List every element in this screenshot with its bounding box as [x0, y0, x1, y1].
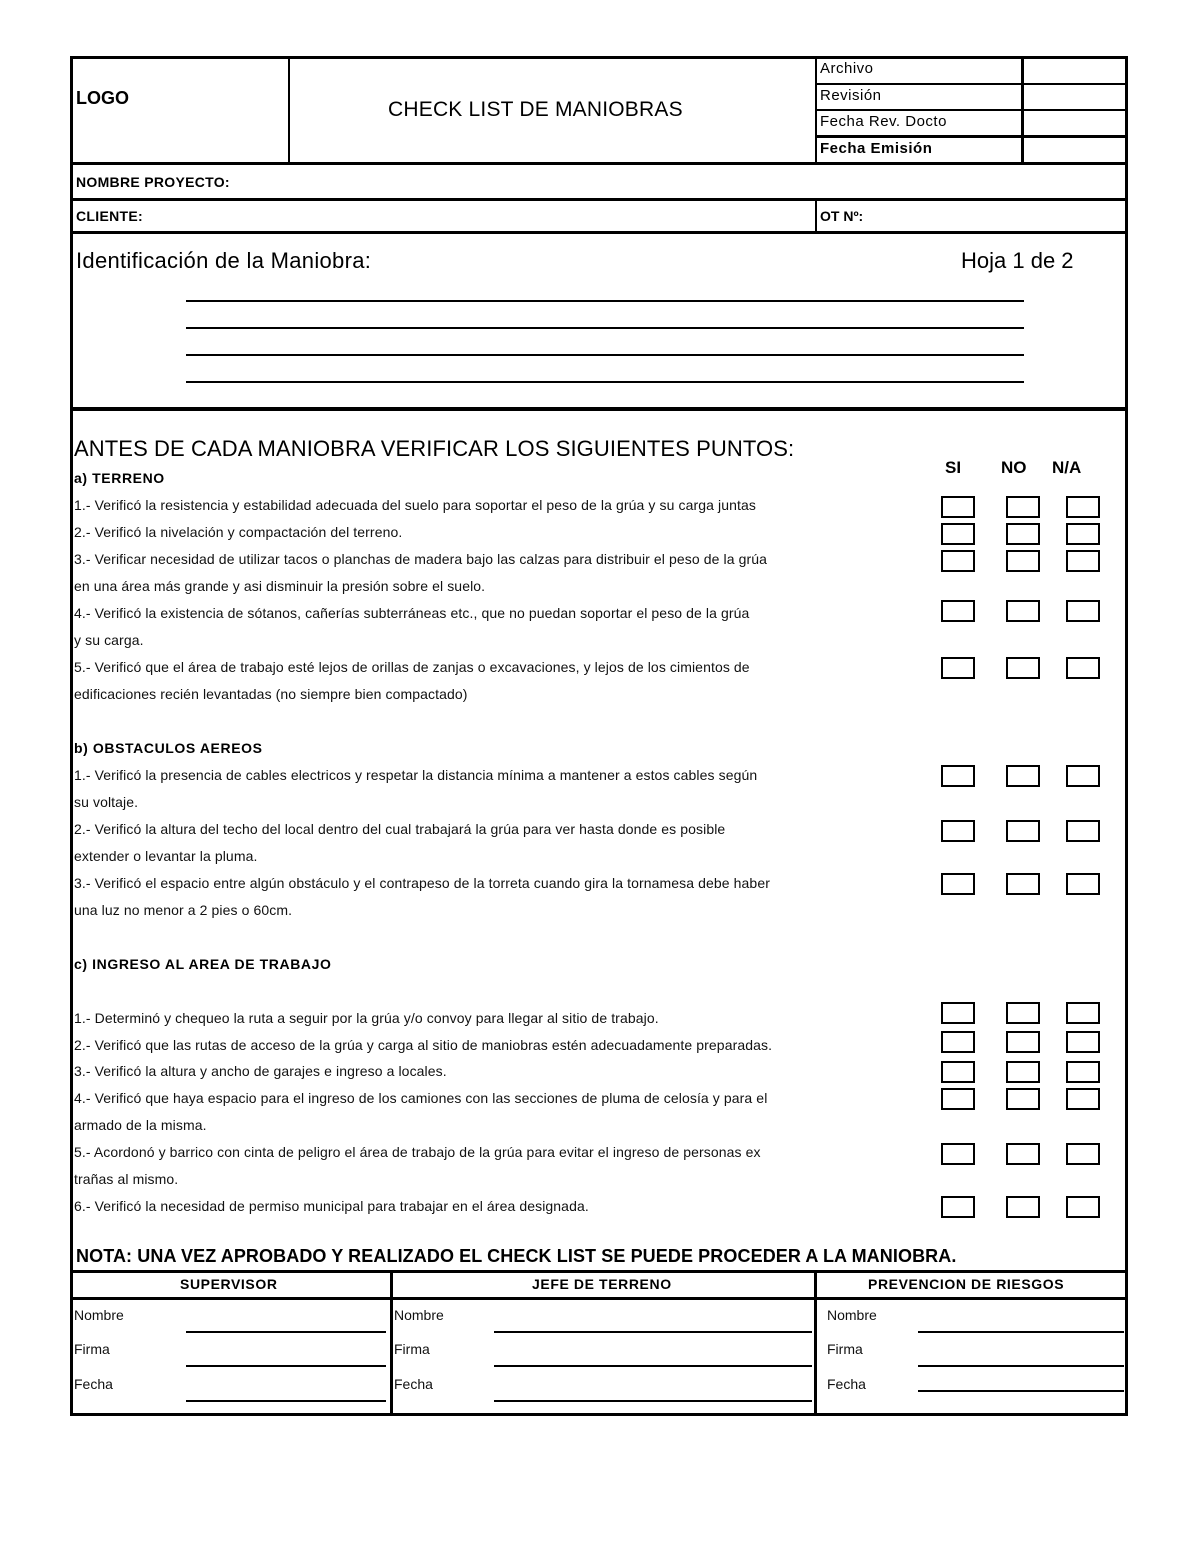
- checkbox-na[interactable]: [1066, 873, 1100, 895]
- supervisor-signature-line[interactable]: [186, 1365, 386, 1367]
- approval-note: NOTA: UNA VEZ APROBADO Y REALIZADO EL CHECK LIST SE PUEDE PROCEDER A LA MANIOBRA.: [76, 1246, 957, 1266]
- jefe-name-label: Nombre: [394, 1307, 444, 1323]
- checklist-line: trañas al mismo.: [74, 1171, 179, 1187]
- checkbox-na[interactable]: [1066, 657, 1100, 679]
- checklist-line: extender o levantar la pluma.: [74, 848, 258, 864]
- signature-table-top: [70, 1270, 1128, 1273]
- signature-divider: [390, 1270, 393, 1416]
- identification-label: Identificación de la Maniobra:: [76, 248, 372, 273]
- checklist-line: una luz no menor a 2 pies o 60cm.: [74, 902, 293, 918]
- signature-header-prevencion: PREVENCION DE RIESGOS: [868, 1276, 1065, 1292]
- sheet-number: Hoja 1 de 2: [961, 248, 1074, 273]
- checklist-line: 2.- Verificó que las rutas de acceso de la grúa y carga al sitio de maniobras estén adecuadamente preparadas.: [74, 1037, 773, 1053]
- prevencion-name-label: Nombre: [827, 1307, 877, 1323]
- signature-header-bottom: [70, 1297, 1128, 1300]
- logo-placeholder: LOGO: [76, 88, 129, 108]
- checklist-line: 4.- Verificó que haya espacio para el ingreso de los camiones con las secciones de pluma de celosía y para el: [74, 1090, 768, 1106]
- checkbox-si[interactable]: [941, 523, 975, 545]
- jefe-date-line[interactable]: [494, 1400, 812, 1402]
- checkbox-si[interactable]: [941, 820, 975, 842]
- checkbox-na[interactable]: [1066, 523, 1100, 545]
- identification-bottom-line: [70, 407, 1128, 411]
- checklist-line: su voltaje.: [74, 794, 139, 810]
- checkbox-no[interactable]: [1006, 765, 1040, 787]
- identification-line[interactable]: [186, 354, 1024, 356]
- checklist-line: 5.- Verificó que el área de trabajo esté lejos de orillas de zanjas o excavaciones, y lejos de los cimientos de: [74, 659, 750, 675]
- checklist-line: 6.- Verificó la necesidad de permiso municipal para trabajar en el área designada.: [74, 1198, 589, 1214]
- checkbox-na[interactable]: [1066, 1196, 1100, 1218]
- checklist-line: en una área más grande y asi disminuir la presión sobre el suelo.: [74, 578, 486, 594]
- checkbox-no[interactable]: [1006, 873, 1040, 895]
- supervisor-date-line[interactable]: [186, 1400, 386, 1402]
- checkbox-si[interactable]: [941, 1002, 975, 1024]
- ot-number-label: OT Nº:: [820, 208, 864, 224]
- header-divider-logo: [288, 56, 290, 164]
- checkbox-no[interactable]: [1006, 523, 1040, 545]
- meta-row-line: [815, 83, 1128, 85]
- checkbox-si[interactable]: [941, 496, 975, 518]
- prevencion-name-line[interactable]: [918, 1331, 1124, 1333]
- checkbox-no[interactable]: [1006, 1002, 1040, 1024]
- client-row-line: [70, 231, 1128, 234]
- signature-header-supervisor: SUPERVISOR: [180, 1276, 278, 1292]
- checkbox-no[interactable]: [1006, 820, 1040, 842]
- supervisor-date-label: Fecha: [74, 1376, 113, 1392]
- meta-label-fecha-emision: Fecha Emisión: [820, 140, 933, 157]
- meta-row-line: [815, 135, 1128, 138]
- checklist-line: 5.- Acordonó y barrico con cinta de peligro el área de trabajo de la grúa para evitar el ingreso de personas ex: [74, 1144, 761, 1160]
- supervisor-name-label: Nombre: [74, 1307, 124, 1323]
- checklist-line: 1.- Determinó y chequeo la ruta a seguir por la grúa y/o convoy para llegar al sitio de trabajo.: [74, 1010, 659, 1026]
- prevencion-date-line[interactable]: [918, 1390, 1124, 1392]
- prevencion-signature-line[interactable]: [918, 1365, 1124, 1367]
- checklist-line: 1.- Verificó la presencia de cables electricos y respetar la distancia mínima a mantener a estos cables según: [74, 767, 758, 783]
- checklist-line: 3.- Verificar necesidad de utilizar tacos o planchas de madera bajo las calzas para distribuir el peso de la grúa: [74, 551, 768, 567]
- checkbox-na[interactable]: [1066, 1061, 1100, 1083]
- checkbox-no[interactable]: [1006, 600, 1040, 622]
- identification-line[interactable]: [186, 381, 1024, 383]
- checkbox-no[interactable]: [1006, 496, 1040, 518]
- checkbox-na[interactable]: [1066, 600, 1100, 622]
- checklist-line: edificaciones recién levantadas (no siempre bien compactado): [74, 686, 468, 702]
- client-label: CLIENTE:: [76, 208, 143, 224]
- column-si: SI: [945, 458, 962, 477]
- checkbox-si[interactable]: [941, 1031, 975, 1053]
- prevencion-signature-label: Firma: [827, 1341, 863, 1357]
- identification-line[interactable]: [186, 300, 1024, 302]
- checkbox-si[interactable]: [941, 1143, 975, 1165]
- checklist-line: 3.- Verificó la altura y ancho de garajes e ingreso a locales.: [74, 1063, 447, 1079]
- column-na: N/A: [1052, 458, 1082, 477]
- checkbox-si[interactable]: [941, 600, 975, 622]
- identification-line[interactable]: [186, 327, 1024, 329]
- checkbox-na[interactable]: [1066, 496, 1100, 518]
- section-obstaculos-title: b) OBSTACULOS AEREOS: [74, 740, 263, 756]
- checkbox-no[interactable]: [1006, 550, 1040, 572]
- prevencion-date-label: Fecha: [827, 1376, 866, 1392]
- meta-label-fecha-rev: Fecha Rev. Docto: [820, 113, 947, 130]
- jefe-name-line[interactable]: [494, 1331, 812, 1333]
- checkbox-na[interactable]: [1066, 1143, 1100, 1165]
- checklist-line: armado de la misma.: [74, 1117, 207, 1133]
- checkbox-no[interactable]: [1006, 1088, 1040, 1110]
- checklist-line: 2.- Verificó la altura del techo del local dentro del cual trabajará la grúa para ver hasta donde es posible: [74, 821, 726, 837]
- page-title: CHECK LIST DE MANIOBRAS: [388, 98, 683, 121]
- supervisor-signature-label: Firma: [74, 1341, 110, 1357]
- checkbox-na[interactable]: [1066, 1088, 1100, 1110]
- checkbox-si[interactable]: [941, 873, 975, 895]
- supervisor-name-line[interactable]: [186, 1331, 386, 1333]
- jefe-date-label: Fecha: [394, 1376, 433, 1392]
- header-bottom-line: [70, 162, 1128, 165]
- checklist-line: 1.- Verificó la resistencia y estabilidad adecuada del suelo para soportar el peso de la grúa y su carga juntas: [74, 497, 756, 513]
- project-name-label: NOMBRE PROYECTO:: [76, 174, 230, 190]
- checklist-line: y su carga.: [74, 632, 144, 648]
- column-no: NO: [1001, 458, 1027, 477]
- meta-label-revision: Revisión: [820, 87, 882, 104]
- checkbox-no[interactable]: [1006, 1061, 1040, 1083]
- checkbox-si[interactable]: [941, 657, 975, 679]
- checklist-line: 4.- Verificó la existencia de sótanos, cañerías subterráneas etc., que no puedan soportar el peso de la grúa: [74, 605, 750, 621]
- checkbox-na[interactable]: [1066, 1002, 1100, 1024]
- jefe-signature-line[interactable]: [494, 1365, 812, 1367]
- checkbox-no[interactable]: [1006, 1031, 1040, 1053]
- checklist-line: 2.- Verificó la nivelación y compactación del terreno.: [74, 524, 403, 540]
- section-terreno-title: a) TERRENO: [74, 470, 165, 486]
- checklist-heading: ANTES DE CADA MANIOBRA VERIFICAR LOS SIGUIENTES PUNTOS:: [74, 436, 795, 461]
- checkbox-no[interactable]: [1006, 1196, 1040, 1218]
- signature-header-jefe: JEFE DE TERRENO: [532, 1276, 672, 1292]
- checkbox-si[interactable]: [941, 1088, 975, 1110]
- checkbox-si[interactable]: [941, 1061, 975, 1083]
- checkbox-si[interactable]: [941, 1196, 975, 1218]
- checkbox-na[interactable]: [1066, 820, 1100, 842]
- signature-divider: [814, 1270, 817, 1416]
- checkbox-na[interactable]: [1066, 765, 1100, 787]
- meta-row-line: [815, 109, 1128, 111]
- checkbox-no[interactable]: [1006, 657, 1040, 679]
- jefe-signature-label: Firma: [394, 1341, 430, 1357]
- checkbox-si[interactable]: [941, 765, 975, 787]
- checkbox-na[interactable]: [1066, 1031, 1100, 1053]
- checkbox-no[interactable]: [1006, 1143, 1040, 1165]
- checkbox-na[interactable]: [1066, 550, 1100, 572]
- project-row-line: [70, 198, 1128, 201]
- client-ot-divider: [815, 198, 817, 233]
- checkbox-si[interactable]: [941, 550, 975, 572]
- checklist-line: 3.- Verificó el espacio entre algún obstáculo y el contrapeso de la torreta cuando gira la tornamesa debe haber: [74, 875, 770, 891]
- section-ingreso-title: c) INGRESO AL AREA DE TRABAJO: [74, 956, 332, 972]
- meta-label-archivo: Archivo: [820, 60, 874, 77]
